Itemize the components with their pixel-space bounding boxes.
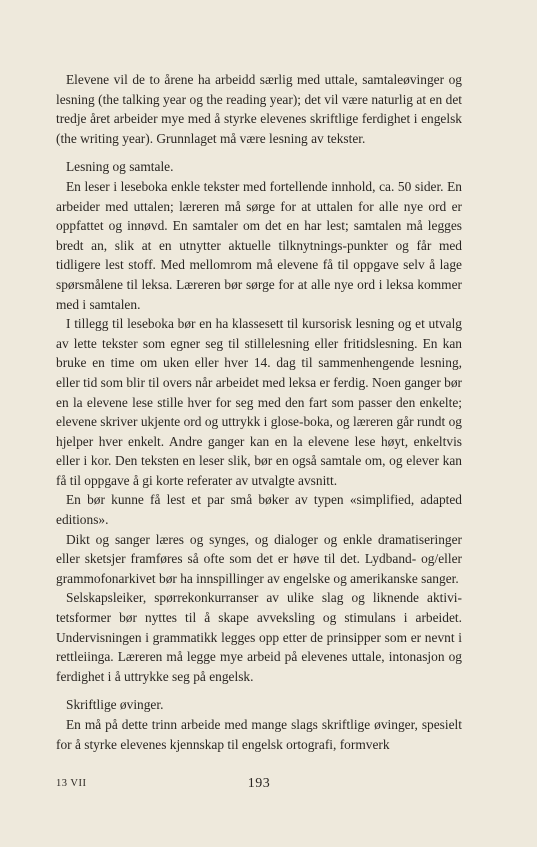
page-number: 193: [247, 776, 271, 791]
section-gap: [56, 686, 462, 695]
paragraph-reading-5: Selskapsleiker, spørrekonkurranser av ulike slag og liknende aktivi-tetsformer bør nyttes til å skape avveksling og stimulans i arbeidet. Undervisningen i grammatikk legges opp etter de prinsipper som er nevnt i rettleiinga. Læreren må legge mye arbeid på elevenes uttale, intonasjon og ferdighet i å uttrykke seg på engelsk.: [56, 590, 462, 684]
signature-mark: 13 VII: [56, 778, 87, 789]
section-heading-writing: Skriftlige øvinger.: [66, 697, 164, 713]
paragraph-reading-4: Dikt og sanger læres og synges, og dialoger og enkle dramatiseringer eller sketsjer framføres så ofte som det er høve til det. Lydband- og/eller grammofonarkivet bør ha innspillinger av engelske og amerikanske sanger.: [56, 531, 462, 586]
body-text: [56, 70, 462, 754]
section-heading-reading: Lesning og samtale.: [66, 159, 174, 175]
paragraph-reading-1: En leser i leseboka enkle tekster med fortellende innhold, ca. 50 sider. En arbeider med uttalen; læreren må sørge for at uttalen for alle nye ord er oppfattet og innøvd. En samtaler om det en har lest; samtalen må legges bredt an, slik at en utnytter aktuelle tilknytnings-punkter og får med tidligere lest stoff. Med mellomrom må elevene få til oppgave selv å lage spørsmålene til leksa. Læreren bør sørge for at alle nye ord i leksa kommer med i samtalen.: [56, 178, 462, 312]
section-gap: [56, 148, 462, 157]
paragraph-writing-1: En må på dette trinn arbeide med mange slags skriftlige øvinger, spesielt for å styrke elevenes kjennskap til engelsk ortografi, formverk: [56, 717, 462, 752]
intro-paragraph: Elevene vil de to årene ha arbeidd særlig med uttale, samtaleøvinger og lesning (the talking year og the reading year); det vil være naturlig at en det tredje året arbeider mye med å styrke elevenes skriftlige ferdighet i engelsk (the writing year). Grunnlaget må være lesning av tekster.: [56, 72, 462, 146]
paragraph-reading-2: I tillegg til leseboka bør en ha klassesett til kursorisk lesning og et utvalg av lette tekster som egner seg til stillelesning eller fritidslesning. En kan bruke en time om uken eller hver 14. dag til sammenhengende lesning, eller tid som blir til overs når arbeidet med leksa er ferdig. Noen ganger bør en la elevene lese stille hver for seg med den fart som passer den enkelte; elevene skriver ukjente ord og uttrykk i glose-boka, og læreren går rundt og hjelper hver enkelt. Andre ganger kan en la elevene lese høyt, enkeltvis eller i kor. Den teksten en leser slik, bør en også samtale om, og elever kan få til oppgave å gi korte referater av utvalgte avsnitt.: [56, 316, 462, 488]
paragraph-reading-3: En bør kunne få lest et par små bøker av typen «simplified, adapted editions».: [56, 492, 462, 528]
